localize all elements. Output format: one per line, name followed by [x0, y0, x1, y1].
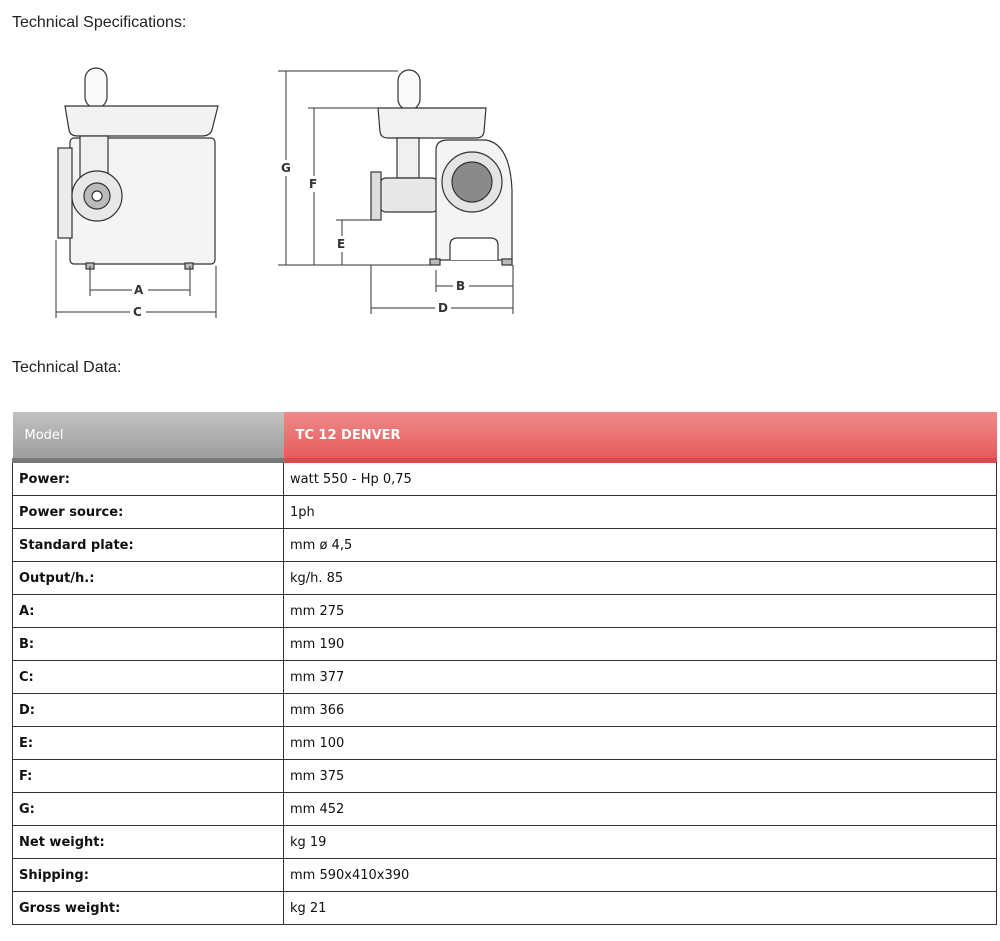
- table-row: [13, 628, 997, 661]
- row-label: G:: [13, 793, 284, 826]
- table-row: [13, 661, 997, 694]
- row-label: Gross weight:: [13, 892, 284, 925]
- table-row: [13, 892, 997, 925]
- table-row: [13, 760, 997, 793]
- row-value: mm 275: [284, 595, 997, 628]
- row-value: kg 21: [284, 892, 997, 925]
- table-row: [13, 694, 997, 727]
- row-value: kg 19: [284, 826, 997, 859]
- header-model-label: Model: [13, 412, 284, 461]
- table-row: [13, 496, 997, 529]
- table-row: [13, 793, 997, 826]
- row-label: Standard plate:: [13, 529, 284, 562]
- row-value: kg/h. 85: [284, 562, 997, 595]
- row-value: mm 377: [284, 661, 997, 694]
- row-label: B:: [13, 628, 284, 661]
- row-value: watt 550 - Hp 0,75: [284, 461, 997, 496]
- row-label: Power:: [13, 461, 284, 496]
- table-row: [13, 826, 997, 859]
- row-label: A:: [13, 595, 284, 628]
- table-row: [13, 595, 997, 628]
- row-value: mm 190: [284, 628, 997, 661]
- table-row: [13, 461, 997, 496]
- dim-label-a: A: [134, 283, 144, 297]
- technical-data-heading: Technical Data:: [12, 359, 122, 376]
- table-row: [13, 727, 997, 760]
- row-label: E:: [13, 727, 284, 760]
- row-value: 1ph: [284, 496, 997, 529]
- table-body: [13, 461, 997, 925]
- dim-label-c: C: [133, 305, 142, 319]
- table-row: [13, 529, 997, 562]
- table-row: [13, 859, 997, 892]
- header-model-value: TC 12 DENVER: [284, 412, 997, 461]
- specifications-heading: Technical Specifications:: [12, 14, 187, 31]
- row-value: mm 375: [284, 760, 997, 793]
- dimension-drawing: [40, 60, 540, 325]
- row-value: mm 366: [284, 694, 997, 727]
- row-label: Net weight:: [13, 826, 284, 859]
- row-label: C:: [13, 661, 284, 694]
- dim-label-f: F: [309, 177, 318, 191]
- row-label: D:: [13, 694, 284, 727]
- row-label: Power source:: [13, 496, 284, 529]
- table-header-row: [13, 412, 997, 461]
- row-value: mm 100: [284, 727, 997, 760]
- dim-label-g: G: [281, 161, 291, 175]
- row-label: Shipping:: [13, 859, 284, 892]
- dim-label-d: D: [438, 301, 448, 315]
- row-label: F:: [13, 760, 284, 793]
- row-label: Output/h.:: [13, 562, 284, 595]
- row-value: mm ø 4,5: [284, 529, 997, 562]
- dim-label-e: E: [337, 237, 346, 251]
- table-row: [13, 562, 997, 595]
- side-view: [371, 70, 512, 265]
- row-value: mm 452: [284, 793, 997, 826]
- technical-data-table: [12, 412, 997, 925]
- dim-label-b: B: [456, 279, 466, 293]
- front-view: [58, 68, 218, 269]
- row-value: mm 590x410x390: [284, 859, 997, 892]
